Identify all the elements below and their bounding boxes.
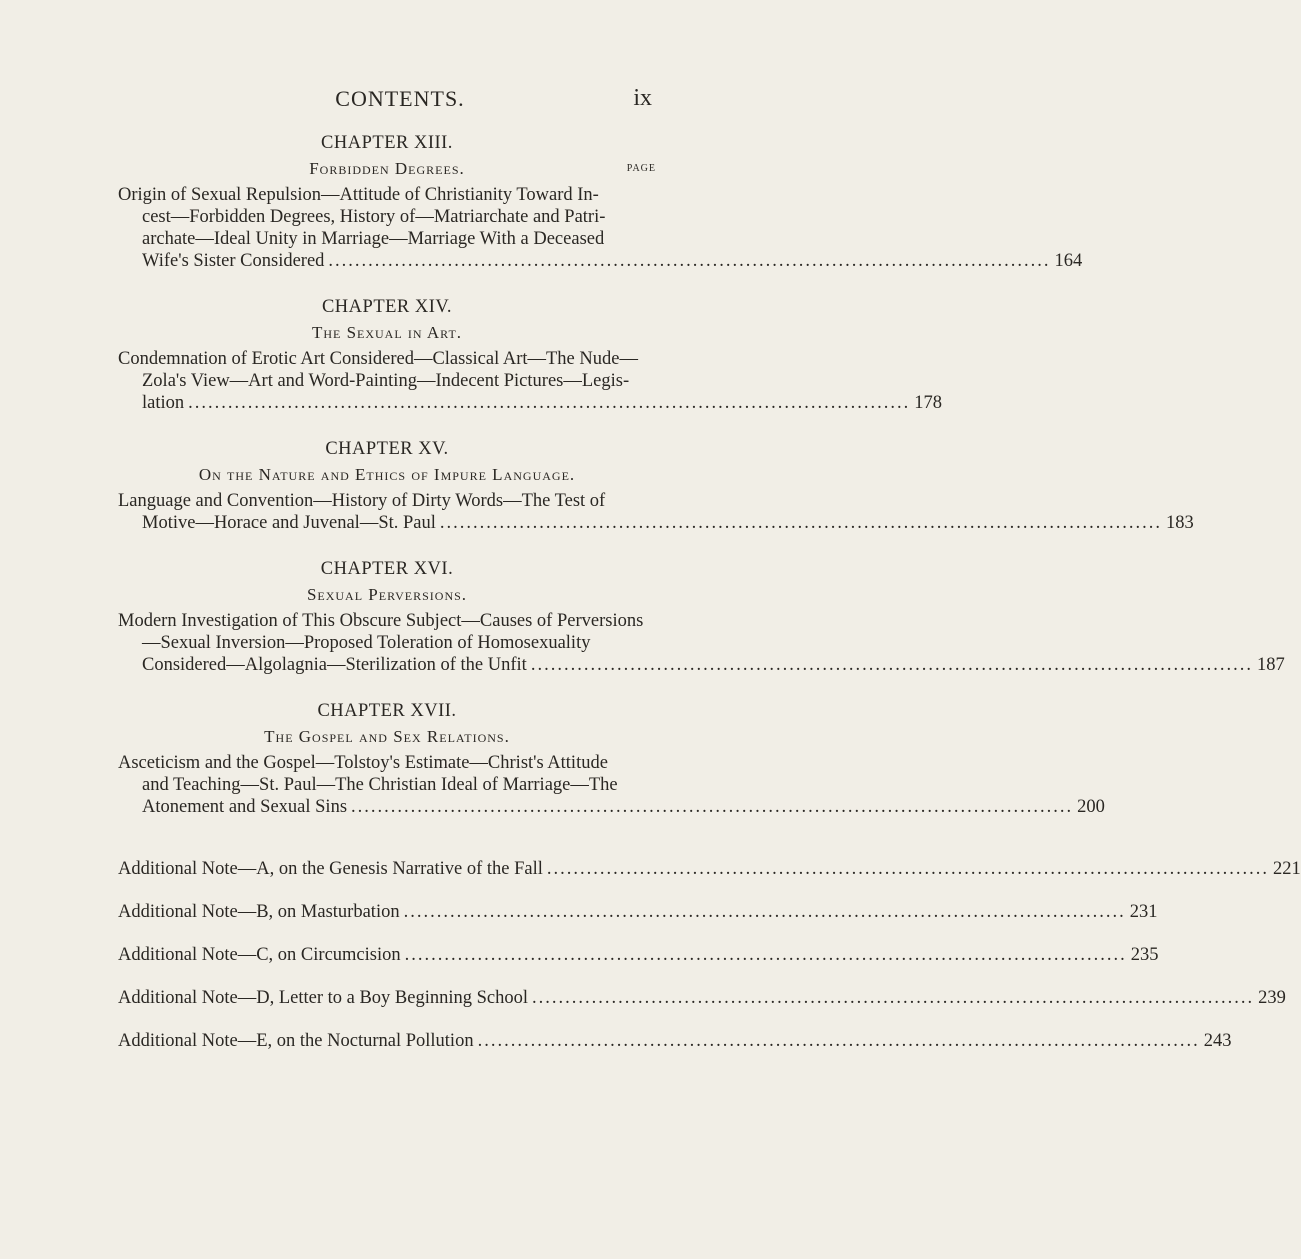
summary-line: and Teaching—St. Paul—The Christian Ideal of Marriage—The — [142, 775, 618, 795]
chapter-summary — [118, 752, 1105, 818]
chapter-title: The Gospel and Sex Relations. — [264, 727, 510, 746]
chapter-page: 187 — [1256, 655, 1285, 675]
note-page: 239 — [1258, 988, 1286, 1008]
note-title: Additional Note—A, on the Genesis Narrative of the Fall — [118, 859, 543, 879]
note-title: Additional Note—D, Letter to a Boy Beginning School — [118, 988, 529, 1008]
note-title: Additional Note—E, on the Nocturnal Pollution — [118, 1031, 474, 1051]
chapter-number: CHAPTER XIV. — [321, 297, 453, 317]
note-entry — [118, 944, 1159, 966]
chapter-title: Forbidden Degrees. — [309, 159, 465, 178]
note-page: 235 — [1130, 945, 1159, 965]
note-title: Additional Note—C, on Circumcision — [118, 945, 401, 965]
dot-leader: ............................................................................................................. — [328, 251, 1051, 271]
additional-notes — [118, 858, 1301, 1052]
summary-line: Modern Investigation of This Obscure Subject—Causes of Perversions — [118, 611, 644, 631]
summary-line: Origin of Sexual Repulsion—Attitude of Christianity Toward In- — [118, 185, 599, 205]
chapter-summary — [118, 184, 1083, 272]
summary-line: Zola's View—Art and Word-Painting—Indecent Pictures—Legis- — [142, 371, 630, 391]
summary-line: cest—Forbidden Degrees, History of—Matriarchate and Patri- — [142, 207, 606, 227]
dot-leader: ............................................................................................................. — [403, 902, 1126, 922]
summary-line: Motive—Horace and Juvenal—St. Paul — [142, 513, 436, 533]
chapter-title: The Sexual in Art. — [311, 323, 463, 342]
note-title: Additional Note—B, on Masturbation — [118, 902, 400, 922]
chapter-page: 164 — [1054, 251, 1083, 271]
summary-line: Condemnation of Erotic Art Considered—Classical Art—The Nude— — [118, 349, 638, 369]
summary-line: Language and Convention—History of Dirty Words—The Test of — [118, 491, 606, 511]
chapter-page: 178 — [914, 393, 943, 413]
dot-leader: ............................................................................................................. — [530, 655, 1253, 675]
chapter-entry — [118, 698, 1105, 818]
chapter-entry — [118, 556, 1285, 676]
summary-line: Wife's Sister Considered — [142, 251, 325, 271]
summary-line: Asceticism and the Gospel—Tolstoy's Estimate—Christ's Attitude — [118, 753, 608, 773]
note-entry — [118, 858, 1301, 880]
chapter-number: CHAPTER XVI. — [320, 559, 454, 579]
summary-line: —Sexual Inversion—Proposed Toleration of Homosexuality — [142, 633, 591, 653]
chapter-page: 200 — [1077, 797, 1105, 817]
chapter-title: Sexual Perversions. — [306, 585, 468, 604]
running-head — [0, 86, 800, 116]
summary-line: Atonement and Sexual Sins — [142, 797, 348, 817]
chapter-number: CHAPTER XV. — [325, 439, 449, 459]
summary-line: archate—Ideal Unity in Marriage—Marriage With a Deceased — [142, 229, 605, 249]
chapter-number: CHAPTER XVII. — [317, 701, 457, 721]
chapter-title: On the Nature and Ethics of Impure Language. — [198, 465, 576, 484]
note-page: 221 — [1273, 859, 1301, 879]
note-entry — [118, 987, 1286, 1009]
dot-leader: ............................................................................................................. — [188, 393, 911, 413]
chapter-entry — [118, 436, 1194, 534]
chapter-number: CHAPTER XIII. — [321, 133, 453, 153]
note-page: 231 — [1129, 902, 1158, 922]
note-entry — [118, 1030, 1232, 1052]
page-number: ix — [633, 85, 652, 111]
chapter-summary — [118, 610, 1285, 676]
page-title: CONTENTS. — [335, 86, 465, 111]
dot-leader: ............................................................................................................. — [532, 988, 1255, 1008]
dot-leader: ............................................................................................................. — [439, 513, 1163, 533]
chapter-summary — [118, 348, 943, 414]
chapter-entry — [118, 130, 1083, 272]
note-page: 243 — [1203, 1031, 1232, 1051]
dot-leader: ............................................................................................................. — [351, 797, 1074, 817]
summary-line: Considered—Algolagnia—Sterilization of the Unfit — [142, 655, 527, 675]
chapter-page: 183 — [1166, 513, 1194, 533]
table-of-contents — [118, 130, 1301, 1052]
page-column-label: PAGE — [626, 163, 656, 174]
dot-leader: ............................................................................................................. — [477, 1031, 1200, 1051]
chapter-entry — [118, 294, 943, 414]
dot-leader: ............................................................................................................. — [404, 945, 1127, 965]
summary-line: lation — [142, 393, 185, 413]
dot-leader: ............................................................................................................. — [546, 859, 1270, 879]
chapter-summary — [118, 490, 1194, 534]
note-entry — [118, 901, 1158, 923]
